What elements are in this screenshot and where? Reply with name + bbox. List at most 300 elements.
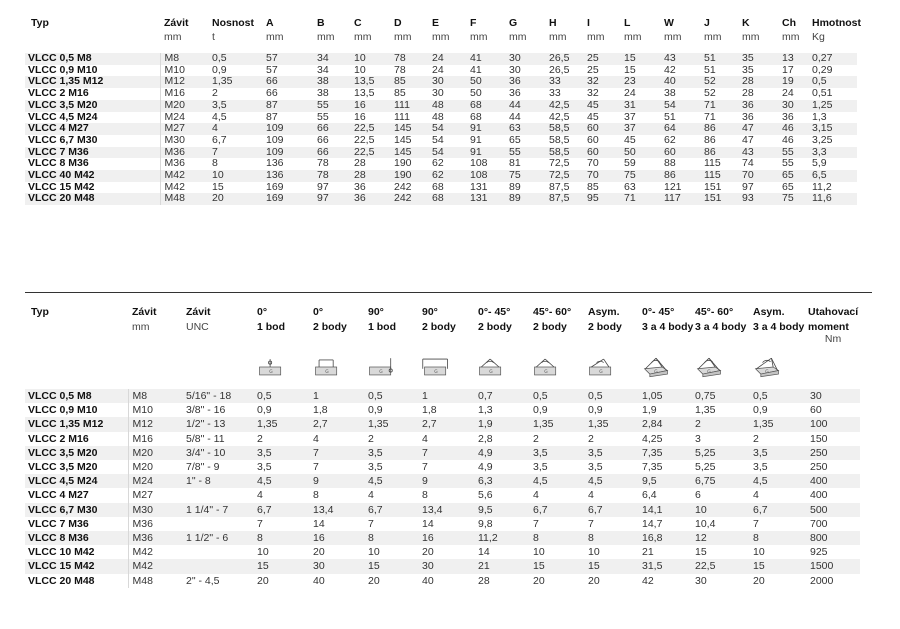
value-cell: 15 (620, 53, 660, 65)
value-cell: 87,5 (545, 182, 583, 194)
value-cell: 65 (778, 170, 808, 182)
value-cell: 26,5 (545, 53, 583, 65)
column-header-name: A (266, 17, 274, 29)
value-cell: 24 (428, 65, 466, 77)
value-cell: 15 (691, 545, 749, 559)
column-header (470, 17, 488, 43)
value-cell: 4 (529, 488, 584, 502)
value-cell: 42,5 (545, 100, 583, 112)
value-cell: 85 (390, 88, 428, 100)
value-cell: 71 (700, 100, 738, 112)
column-header-line2: 2 body (313, 321, 347, 333)
value-cell: 4 (418, 432, 474, 446)
value-cell: 13,4 (309, 503, 364, 517)
value-cell: 1" - 8 (182, 474, 253, 488)
value-cell: 117 (660, 193, 700, 205)
value-cell: M16 (160, 88, 208, 100)
value-cell: 0,27 (808, 53, 857, 65)
two-leg-45-60-icon (531, 356, 561, 378)
column-header-unit: mm (782, 31, 800, 43)
type-cell: VLCC 20 M48 (25, 193, 160, 205)
value-cell: 111 (390, 112, 428, 124)
svg-text:G: G (544, 370, 548, 376)
column-header (753, 306, 804, 333)
value-cell: 10 (253, 545, 309, 559)
value-cell: 87 (262, 100, 313, 112)
column-header (317, 17, 335, 43)
value-cell: 3,5 (364, 460, 418, 474)
value-cell: 21 (474, 559, 529, 573)
value-cell: 0,5 (749, 389, 806, 403)
value-cell: 31,5 (638, 559, 691, 573)
value-cell: 60 (806, 403, 860, 417)
column-header (509, 17, 527, 43)
value-cell: 36 (505, 76, 545, 88)
value-cell: 1,05 (638, 389, 691, 403)
value-cell: 111 (390, 100, 428, 112)
value-cell: 28 (350, 170, 390, 182)
value-cell: 1,8 (309, 403, 364, 417)
value-cell: 169 (262, 193, 313, 205)
value-cell: 33 (545, 88, 583, 100)
value-cell: 3 (691, 432, 749, 446)
svg-text:G: G (489, 370, 493, 376)
value-cell: 8 (208, 158, 262, 170)
value-cell: 51 (700, 65, 738, 77)
value-cell: M48 (128, 574, 182, 588)
value-cell: 1500 (806, 559, 860, 573)
column-header-unit: mm (432, 31, 450, 43)
svg-text:G: G (379, 370, 383, 376)
value-cell: 15 (529, 559, 584, 573)
value-cell: 60 (660, 147, 700, 159)
value-cell: 4,9 (474, 460, 529, 474)
value-cell: 45 (583, 112, 620, 124)
table-row (25, 182, 857, 194)
value-cell: 3,5 (749, 460, 806, 474)
value-cell: 7/8" - 9 (182, 460, 253, 474)
value-cell: 40 (660, 76, 700, 88)
value-cell: 43 (738, 147, 778, 159)
value-cell: 85 (390, 76, 428, 88)
value-cell: 55 (778, 147, 808, 159)
value-cell: 2 (529, 432, 584, 446)
value-cell: 2,84 (638, 417, 691, 431)
value-cell: 36 (505, 88, 545, 100)
value-cell: 30 (691, 574, 749, 588)
value-cell: 5,25 (691, 446, 749, 460)
column-header (212, 17, 254, 43)
type-cell: VLCC 4 M27 (25, 488, 128, 502)
value-cell: 4 (309, 432, 364, 446)
value-cell: 16 (350, 100, 390, 112)
column-header-name: L (624, 17, 631, 29)
value-cell: 97 (313, 182, 350, 194)
value-cell: 57 (262, 65, 313, 77)
value-cell: M8 (128, 389, 182, 403)
value-cell: 9,8 (474, 517, 529, 531)
value-cell: 14,7 (638, 517, 691, 531)
value-cell: 42,5 (545, 112, 583, 124)
value-cell: 91 (466, 135, 505, 147)
value-cell: 15 (620, 65, 660, 77)
value-cell: 108 (466, 158, 505, 170)
value-cell: M12 (160, 76, 208, 88)
value-cell: M12 (128, 417, 182, 431)
svg-text:G: G (269, 370, 273, 376)
column-header (422, 306, 456, 333)
column-header-name: C (354, 17, 362, 29)
value-cell: 50 (466, 76, 505, 88)
column-header-unit: t (212, 31, 215, 43)
value-cell: 150 (806, 432, 860, 446)
column-header (588, 306, 622, 333)
value-cell: 66 (313, 123, 350, 135)
value-cell: 63 (505, 123, 545, 135)
value-cell: 13,5 (350, 76, 390, 88)
value-cell: 0,5 (253, 389, 309, 403)
table-row (25, 460, 860, 474)
value-cell: 8 (364, 531, 418, 545)
section-divider (25, 292, 872, 293)
value-cell: 85 (583, 182, 620, 194)
table-row (25, 432, 860, 446)
value-cell: 1 1/4" - 7 (182, 503, 253, 517)
table-row (25, 389, 860, 403)
column-header-line1: 0°- 45° (478, 306, 511, 318)
value-cell: 3,5 (749, 446, 806, 460)
value-cell: M36 (128, 517, 182, 531)
value-cell: 70 (583, 170, 620, 182)
table-row (25, 112, 857, 124)
value-cell: 6,7 (364, 503, 418, 517)
column-header-line1: 90° (422, 306, 438, 318)
value-cell: 68 (466, 112, 505, 124)
value-cell: 15 (208, 182, 262, 194)
value-cell (182, 517, 253, 531)
value-cell: 9 (418, 474, 474, 488)
value-cell: M20 (160, 100, 208, 112)
value-cell: 48 (428, 112, 466, 124)
value-cell: M42 (160, 170, 208, 182)
value-cell: 2 (691, 417, 749, 431)
value-cell: 250 (806, 460, 860, 474)
value-cell: 109 (262, 135, 313, 147)
table-row (25, 170, 857, 182)
column-header-unit: mm (509, 31, 527, 43)
value-cell: 3,5 (253, 460, 309, 474)
value-cell: 41 (466, 53, 505, 65)
value-cell: 28 (474, 574, 529, 588)
value-cell: 68 (428, 193, 466, 205)
column-header (624, 17, 642, 43)
value-cell: 78 (313, 170, 350, 182)
value-cell: 6,4 (638, 488, 691, 502)
column-header-unit: mm (742, 31, 760, 43)
value-cell: M20 (128, 446, 182, 460)
type-cell: VLCC 3,5 M20 (25, 446, 128, 460)
value-cell: 0,9 (584, 403, 638, 417)
value-cell: 7 (529, 517, 584, 531)
value-cell: 59 (620, 158, 660, 170)
value-cell: 87,5 (545, 193, 583, 205)
load-capacity-table (25, 389, 860, 588)
value-cell: 22,5 (350, 147, 390, 159)
svg-text:G: G (707, 370, 711, 376)
value-cell: 5,25 (691, 460, 749, 474)
value-cell: 6,75 (691, 474, 749, 488)
column-header-unit: mm (394, 31, 412, 43)
value-cell: 925 (806, 545, 860, 559)
type-cell: VLCC 1,35 M12 (25, 417, 128, 431)
value-cell: 4 (364, 488, 418, 502)
column-header (132, 306, 157, 333)
type-cell: VLCC 1,35 M12 (25, 76, 160, 88)
column-header-line2: mm (132, 321, 150, 333)
column-header (533, 306, 571, 333)
value-cell: 11,2 (808, 182, 857, 194)
value-cell: 66 (262, 88, 313, 100)
value-cell: 28 (738, 88, 778, 100)
column-header-line1: Závit (132, 306, 157, 318)
column-header-line2: moment (808, 321, 849, 333)
value-cell: 54 (428, 123, 466, 135)
value-cell: M27 (160, 123, 208, 135)
value-cell: M27 (128, 488, 182, 502)
value-cell: 0,9 (529, 403, 584, 417)
column-header-unit: mm (470, 31, 488, 43)
value-cell: 17 (778, 65, 808, 77)
value-cell: 6 (691, 488, 749, 502)
type-cell: VLCC 10 M42 (25, 545, 128, 559)
value-cell: 30 (309, 559, 364, 573)
table-row (25, 545, 860, 559)
column-header-unit: mm (317, 31, 335, 43)
type-cell: VLCC 2 M16 (25, 432, 128, 446)
value-cell: 30 (428, 88, 466, 100)
value-cell: 35 (738, 65, 778, 77)
value-cell: 12 (691, 531, 749, 545)
value-cell: 151 (700, 182, 738, 194)
value-cell: 86 (700, 147, 738, 159)
type-cell: VLCC 2 M16 (25, 88, 160, 100)
value-cell: 16 (309, 531, 364, 545)
value-cell: 15 (253, 559, 309, 573)
column-header-name: Nosnost (212, 17, 254, 29)
value-cell: 3,5 (584, 446, 638, 460)
value-cell: 66 (313, 147, 350, 159)
value-cell: 4,5 (584, 474, 638, 488)
value-cell: 242 (390, 193, 428, 205)
value-cell: 2,7 (309, 417, 364, 431)
value-cell: 242 (390, 182, 428, 194)
value-cell: 88 (660, 158, 700, 170)
value-cell: 54 (428, 135, 466, 147)
value-cell: 3,25 (808, 135, 857, 147)
type-cell: VLCC 7 M36 (25, 517, 128, 531)
two-leg-0-45-icon (476, 356, 506, 378)
table-row (25, 123, 857, 135)
column-header-name: W (664, 17, 674, 29)
value-cell: 1/2" - 13 (182, 417, 253, 431)
column-header (642, 306, 693, 333)
type-cell: VLCC 7 M36 (25, 147, 160, 159)
value-cell: 24 (428, 53, 466, 65)
value-cell: 3,5 (208, 100, 262, 112)
value-cell: 0,7 (474, 389, 529, 403)
value-cell: 4 (253, 488, 309, 502)
value-cell: 14 (418, 517, 474, 531)
column-header (313, 306, 347, 333)
value-cell: 1,3 (808, 112, 857, 124)
column-header-name: Typ (31, 17, 49, 29)
value-cell: 30 (428, 76, 466, 88)
column-header (704, 17, 722, 43)
value-cell: 13,5 (350, 88, 390, 100)
value-cell: 75 (505, 170, 545, 182)
value-cell: M30 (128, 503, 182, 517)
value-cell: 2 (253, 432, 309, 446)
value-cell: 7 (208, 147, 262, 159)
value-cell: M36 (160, 147, 208, 159)
value-cell: 10 (691, 503, 749, 517)
value-cell: 86 (700, 123, 738, 135)
value-cell: 0,9 (749, 403, 806, 417)
value-cell: 78 (390, 65, 428, 77)
value-cell: M42 (160, 182, 208, 194)
value-cell: 22,5 (691, 559, 749, 573)
column-header (266, 17, 284, 43)
table-row (25, 403, 860, 417)
value-cell: 2 (208, 88, 262, 100)
value-cell: 20 (253, 574, 309, 588)
value-cell: 1 1/2" - 6 (182, 531, 253, 545)
value-cell: M10 (160, 65, 208, 77)
value-cell: 121 (660, 182, 700, 194)
value-cell: 3/8" - 16 (182, 403, 253, 417)
column-header-line1: 45°- 60° (533, 306, 572, 318)
value-cell: 151 (700, 193, 738, 205)
value-cell: 7 (253, 517, 309, 531)
value-cell: 6,7 (584, 503, 638, 517)
value-cell: 97 (738, 182, 778, 194)
column-header-line2: 3 a 4 body (642, 321, 694, 333)
type-cell: VLCC 0,9 M10 (25, 65, 160, 77)
type-cell: VLCC 4,5 M24 (25, 474, 128, 488)
value-cell: 10 (529, 545, 584, 559)
multi-leg-45-60-icon (694, 356, 724, 378)
value-cell: 60 (583, 135, 620, 147)
table-row (25, 158, 857, 170)
value-cell: 36 (350, 182, 390, 194)
value-cell: 75 (620, 170, 660, 182)
value-cell: 6,7 (253, 503, 309, 517)
column-header (742, 17, 760, 43)
value-cell: 42 (638, 574, 691, 588)
value-cell: 2000 (806, 574, 860, 588)
value-cell: 44 (505, 112, 545, 124)
column-header (664, 17, 682, 43)
value-cell: 15 (364, 559, 418, 573)
value-cell: 45 (620, 135, 660, 147)
column-header-unit: mm (266, 31, 284, 43)
value-cell: 28 (350, 158, 390, 170)
value-cell: 52 (700, 88, 738, 100)
table-row (25, 193, 857, 205)
value-cell: 145 (390, 147, 428, 159)
table-row (25, 517, 860, 531)
table-row (25, 559, 860, 573)
value-cell: 28 (738, 76, 778, 88)
column-header (186, 306, 211, 333)
value-cell: 5,6 (474, 488, 529, 502)
value-cell: 1,9 (474, 417, 529, 431)
value-cell (182, 545, 253, 559)
value-cell (182, 559, 253, 573)
column-header (549, 17, 567, 43)
column-header (478, 306, 512, 333)
value-cell: 7 (309, 460, 364, 474)
value-cell: 33 (545, 76, 583, 88)
value-cell: 1,35 (584, 417, 638, 431)
value-cell: 14,1 (638, 503, 691, 517)
value-cell: M16 (128, 432, 182, 446)
svg-text:G: G (434, 370, 438, 376)
value-cell: 7 (364, 517, 418, 531)
value-cell: 8 (253, 531, 309, 545)
value-cell: 3,5 (529, 460, 584, 474)
value-cell: 86 (700, 135, 738, 147)
column-header-name: D (394, 17, 402, 29)
svg-text:G: G (765, 370, 769, 376)
column-header-line1: Závit (186, 306, 211, 318)
two-point-side-icon (421, 356, 451, 378)
value-cell: M48 (160, 193, 208, 205)
value-cell: M20 (128, 460, 182, 474)
value-cell: 1,9 (638, 403, 691, 417)
value-cell: 115 (700, 170, 738, 182)
value-cell: 1,35 (691, 403, 749, 417)
value-cell: 2,8 (474, 432, 529, 446)
value-cell: 25 (583, 53, 620, 65)
value-cell: 1,35 (749, 417, 806, 431)
value-cell: M42 (128, 545, 182, 559)
table-row (25, 135, 857, 147)
value-cell: 3,5 (529, 446, 584, 460)
value-cell: 5/16" - 18 (182, 389, 253, 403)
value-cell: 0,75 (691, 389, 749, 403)
value-cell: 38 (313, 76, 350, 88)
value-cell: 4,5 (253, 474, 309, 488)
value-cell: M10 (128, 403, 182, 417)
value-cell: 26,5 (545, 65, 583, 77)
value-cell: 78 (390, 53, 428, 65)
value-cell: 2,7 (418, 417, 474, 431)
value-cell: 190 (390, 170, 428, 182)
column-header-unit: mm (704, 31, 722, 43)
table-row (25, 100, 857, 112)
value-cell: 41 (466, 65, 505, 77)
value-cell: 66 (262, 76, 313, 88)
value-cell: 58,5 (545, 135, 583, 147)
column-header-line1: Asym. (753, 306, 785, 318)
value-cell: 8 (584, 531, 638, 545)
multi-leg-asym-icon (752, 356, 782, 378)
value-cell: 71 (700, 112, 738, 124)
value-cell: M8 (160, 53, 208, 65)
value-cell: 36 (778, 112, 808, 124)
type-cell: VLCC 15 M42 (25, 559, 128, 573)
